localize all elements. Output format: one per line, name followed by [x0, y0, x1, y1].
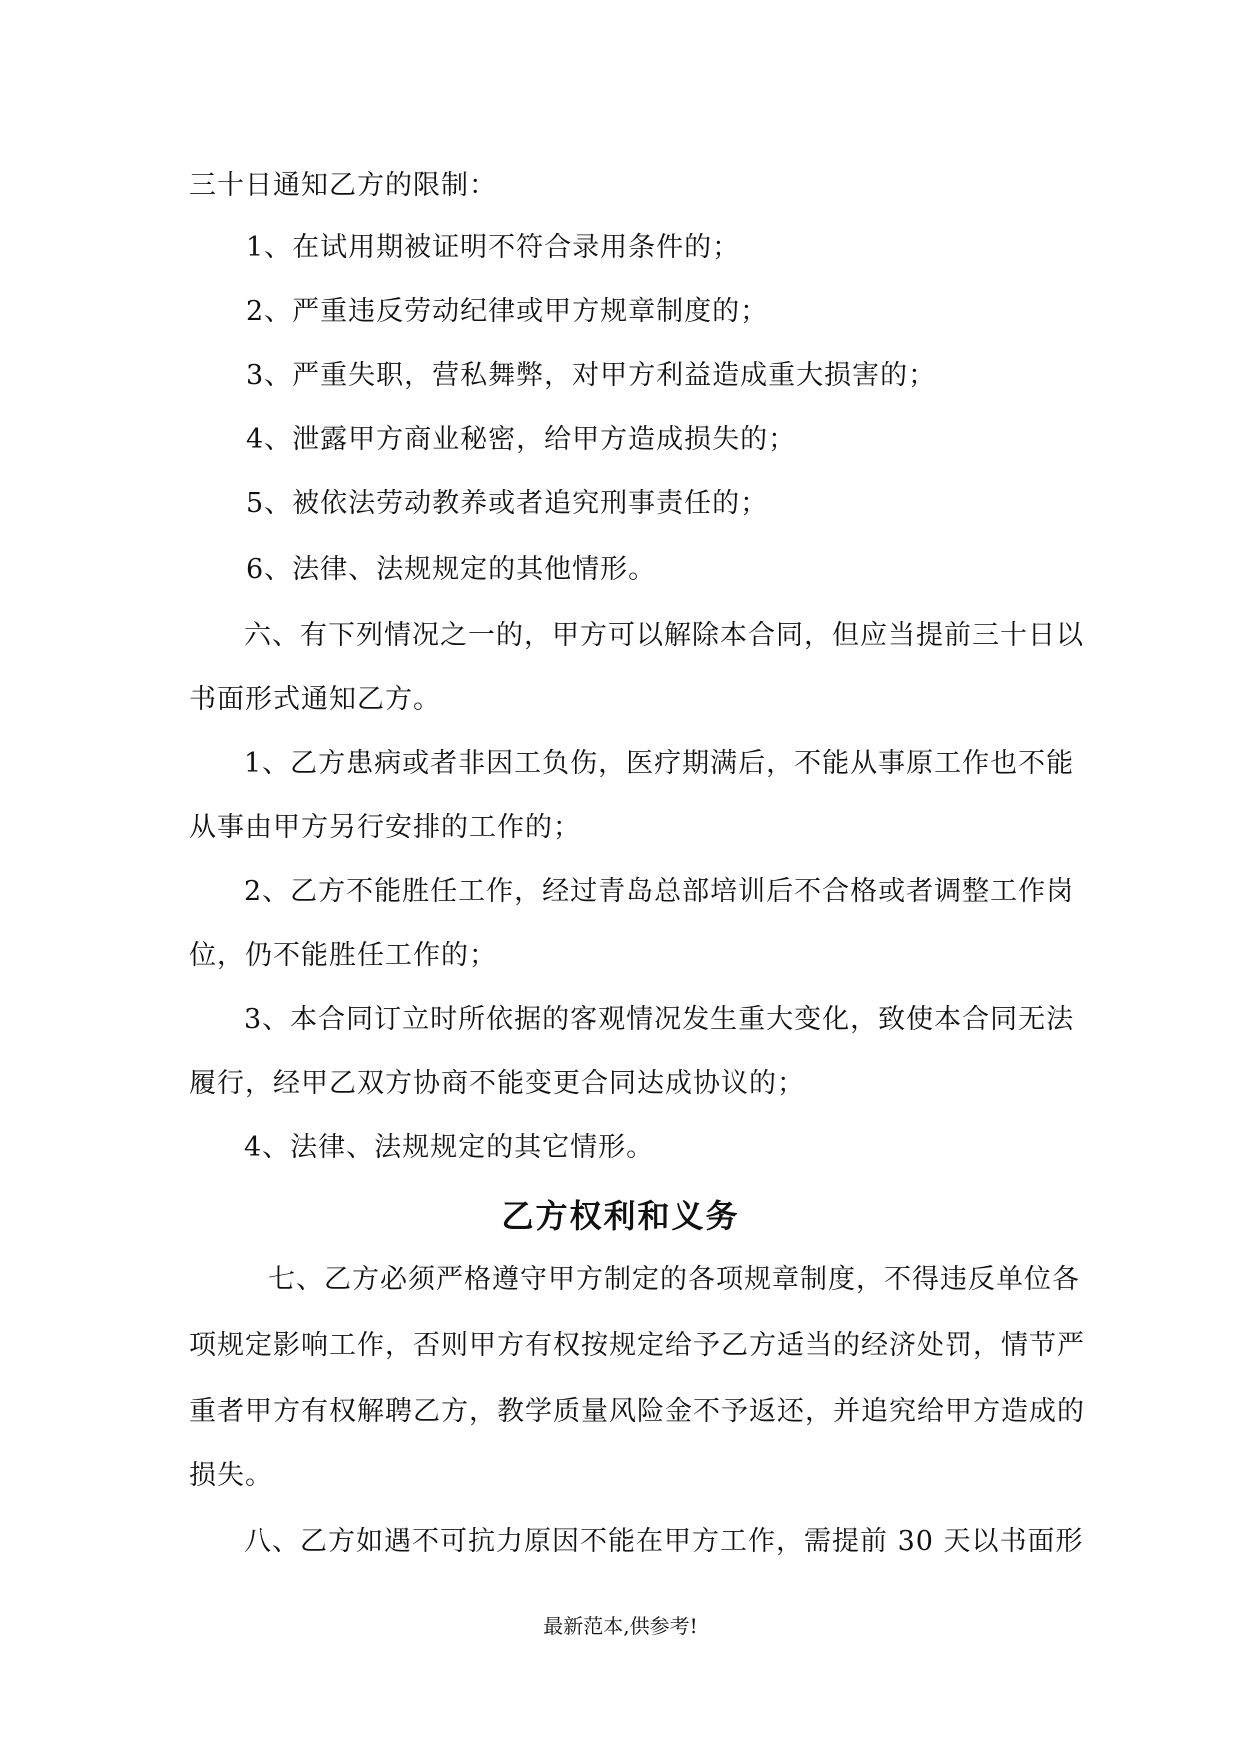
page-footer: 最新范本,供参考! [543, 1614, 698, 1638]
list-item: 2、乙方不能胜任工作，经过青岛总部培训后不合格或者调整工作岗 [244, 876, 1075, 907]
text-line: 损失。 [189, 1460, 273, 1491]
list-item: 1、在试用期被证明不符合录用条件的； [246, 232, 741, 263]
clause-line: 六、有下列情况之一的，甲方可以解除本合同，但应当提前三十日以 [244, 620, 1084, 651]
section-heading: 乙方权利和义务 [501, 1197, 740, 1235]
text-line: 从事由甲方另行安排的工作的； [189, 812, 581, 843]
list-item: 1、乙方患病或者非因工负伤，医疗期满后，不能从事原工作也不能 [244, 748, 1075, 779]
text-line: 重者甲方有权解聘乙方，教学质量风险金不予返还，并追究给甲方造成的 [189, 1396, 1085, 1427]
text-line: 书面形式通知乙方。 [189, 684, 441, 715]
clause-line: 八、乙方如遇不可抗力原因不能在甲方工作，需提前 30 天以书面形 [244, 1526, 1084, 1557]
list-item: 4、泄露甲方商业秘密，给甲方造成损失的； [246, 424, 797, 455]
text-line: 三十日通知乙方的限制： [189, 170, 497, 201]
text-line: 位，仍不能胜任工作的； [189, 940, 497, 971]
text-line: 项规定影响工作，否则甲方有权按规定给予乙方适当的经济处罚，情节严 [189, 1330, 1085, 1361]
list-item: 5、被依法劳动教养或者追究刑事责任的； [246, 488, 769, 519]
list-item: 6、法律、法规规定的其他情形。 [246, 554, 657, 585]
list-item: 3、本合同订立时所依据的客观情况发生重大变化，致使本合同无法 [244, 1004, 1075, 1035]
text-line: 履行，经甲乙双方协商不能变更合同达成协议的； [189, 1068, 805, 1099]
clause-line: 七、乙方必须严格遵守甲方制定的各项规章制度，不得违反单位各 [268, 1264, 1080, 1295]
list-item: 3、严重失职，营私舞弊，对甲方利益造成重大损害的； [246, 360, 937, 391]
list-item: 2、严重违反劳动纪律或甲方规章制度的； [246, 296, 769, 327]
list-item: 4、法律、法规规定的其它情形。 [244, 1132, 655, 1163]
